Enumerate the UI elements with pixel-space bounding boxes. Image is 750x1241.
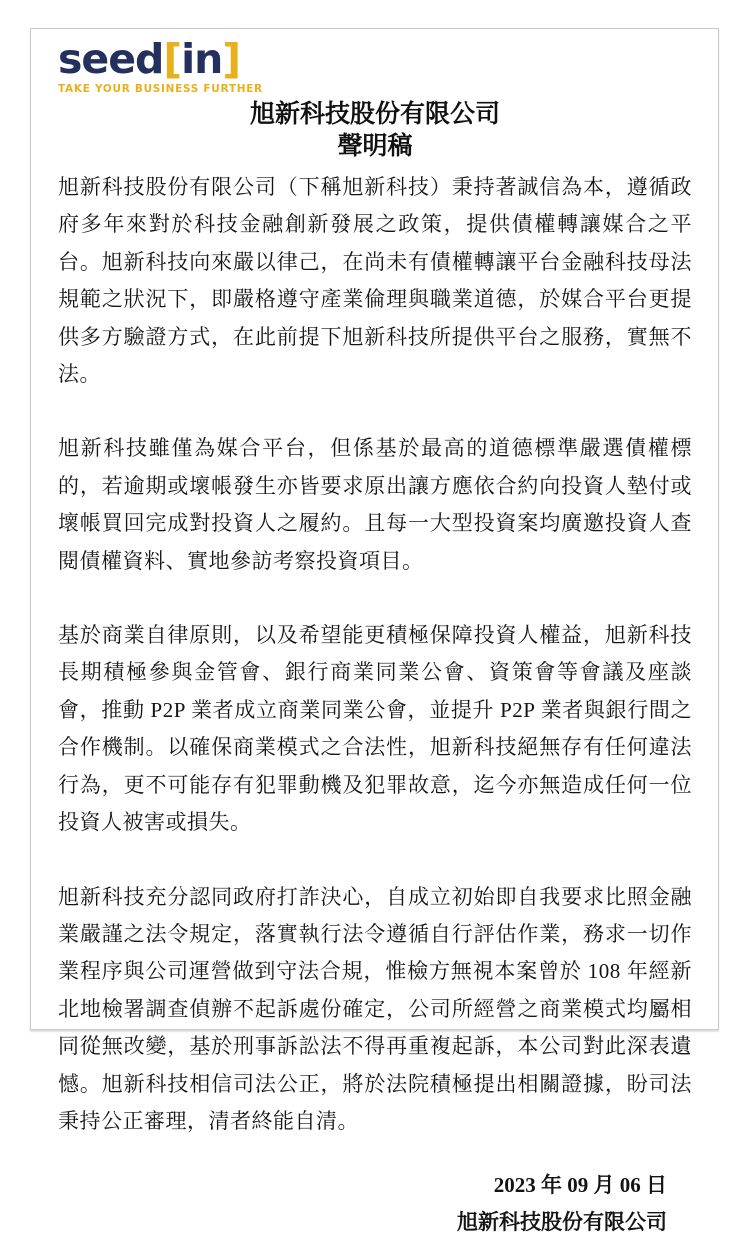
statement-paragraph-1: 旭新科技股份有限公司（下稱旭新科技）秉持著誠信為本，遵循政府多年來對於科技金融創新發展之政策，提供債權轉讓媒合之平台。旭新科技向來嚴以律己，在尚未有債權轉讓平台金融科技母法規範之狀況下，即嚴格遵守產業倫理與職業道德，於媒合平台更提供多方驗證方式，在此前提下旭新科技所提供平台之服務，實無不法。 bbox=[58, 175, 692, 387]
logo-word-in: in bbox=[181, 35, 223, 83]
statement-signature: 旭新科技股份有限公司 bbox=[457, 1210, 667, 1235]
seedin-wordmark bbox=[58, 35, 692, 83]
logo-word-seed: seed bbox=[58, 35, 164, 83]
document-page bbox=[30, 28, 719, 1235]
statement-paragraph-4: 旭新科技充分認同政府打詐決心，自成立初始即自我要求比照金融業嚴謹之法令規定，落實執行法令遵循自行評估作業，務求一切作業程序與公司運營做到守法合規，惟檢方無視本案曾於 108 年經新北地檢署調查偵辦不起訴處份確定，公司所經營之商業模式均屬相同從無改變，基於刑事訴訟法不得再重複起訴，本公司對此深表遺憾。旭新科技相信司法公正，將於法院積極提出相關證據，盼司法秉持公正審理，清者終能自清。 bbox=[58, 884, 692, 1133]
statement-subtitle: 聲明稿 bbox=[337, 133, 413, 160]
document-content bbox=[31, 29, 718, 1241]
logo-bracket-close: ] bbox=[222, 35, 241, 83]
statement-paragraph-2: 旭新科技雖僅為媒合平台，但係基於最高的道德標準嚴選債權標的，若逾期或壞帳發生亦皆要求原出讓方應依合約向投資人墊付或壞帳買回完成對投資人之履約。且每一大型投資案均廣邀投資人查閱債權資料、實地參訪考察投資項目。 bbox=[58, 436, 692, 573]
statement-footer bbox=[58, 1167, 692, 1241]
statement-title: 旭新科技股份有限公司 bbox=[249, 101, 500, 128]
seedin-logo bbox=[58, 35, 692, 95]
statement-paragraph-3: 基於商業自律原則，以及希望能更積極保障投資人權益，旭新科技長期積極參與金管會、銀行商業同業公會、資策會等會議及座談會，推動 P2P 業者成立商業同業公會，並提升 P2P 業者與銀行間之合作機制。以確保商業模式之合法性，旭新科技絕無存有任何違法行為，更不可能存有犯罪動機及犯罪故意，迄今亦無造成任何一位投資人被害或損失。 bbox=[58, 623, 692, 835]
statement-date: 2023 年 09 月 06 日 bbox=[493, 1173, 667, 1198]
statement-body bbox=[58, 169, 692, 1140]
logo-bracket-open: [ bbox=[163, 35, 182, 83]
logo-tagline: TAKE YOUR BUSINESS FURTHER bbox=[58, 83, 263, 95]
